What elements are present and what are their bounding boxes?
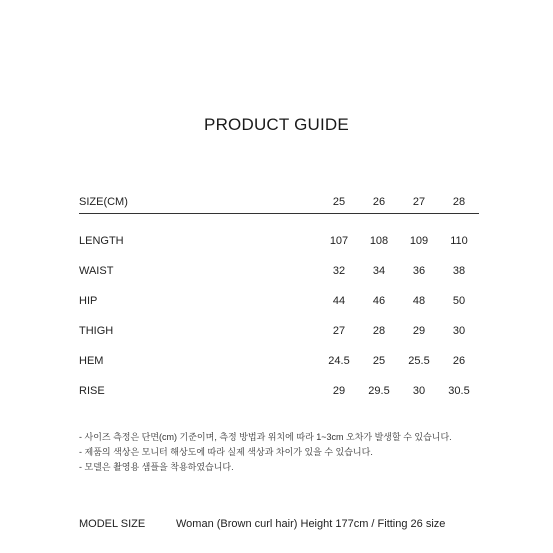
cell-value: 110 xyxy=(450,235,468,247)
cell-value: 107 xyxy=(329,235,349,247)
cell-value: 32 xyxy=(332,265,346,277)
model-size-label: MODEL SIZE xyxy=(79,518,146,530)
cell-value: 38 xyxy=(452,265,466,277)
cell-value: 28 xyxy=(372,325,386,337)
row-label: HEM xyxy=(79,355,104,367)
cell-value: 24.5 xyxy=(328,355,350,367)
size-header-25: 25 xyxy=(319,193,359,213)
size-header-26: 26 xyxy=(359,193,399,213)
table-row xyxy=(79,226,479,256)
model-size-value: Woman (Brown curl hair) Height 177cm / Fitting 26 size xyxy=(176,518,446,530)
size-header-label: SIZE(CM) xyxy=(79,193,319,213)
cell-value: 30 xyxy=(452,325,466,337)
row-label: WAIST xyxy=(79,265,114,277)
cell-value: 25 xyxy=(372,355,386,367)
cell-value: 26 xyxy=(452,355,466,367)
size-table xyxy=(79,193,479,406)
table-row xyxy=(79,346,479,376)
cell-value: 29.5 xyxy=(368,385,390,397)
cell-value: 50 xyxy=(452,295,466,307)
row-label: RISE xyxy=(79,385,105,397)
size-header-27: 27 xyxy=(399,193,439,213)
cell-value: 36 xyxy=(412,265,426,277)
note-color: - 제품의 색상은 모니터 해상도에 따라 실제 색상과 차이가 있을 수 있습니다. xyxy=(79,447,373,457)
table-row xyxy=(79,376,479,406)
note-measurement: - 사이즈 측정은 단면(cm) 기준이며, 측정 방법과 위치에 따라 1~3cm 오차가 발생할 수 있습니다. xyxy=(79,432,452,442)
cell-value: 109 xyxy=(409,235,429,247)
cell-value: 46 xyxy=(372,295,386,307)
cell-value: 34 xyxy=(372,265,386,277)
table-row xyxy=(79,286,479,316)
note-sample: - 모델은 촬영용 샘플을 착용하였습니다. xyxy=(79,462,234,472)
cell-value: 30 xyxy=(412,385,426,397)
table-row xyxy=(79,316,479,346)
cell-value: 25.5 xyxy=(408,355,430,367)
row-label: LENGTH xyxy=(79,235,124,247)
cell-value: 29 xyxy=(412,325,426,337)
model-size-info xyxy=(79,518,445,530)
table-header-row xyxy=(79,193,479,213)
row-label: HIP xyxy=(79,295,98,307)
cell-value: 27 xyxy=(332,325,346,337)
size-header-28: 28 xyxy=(439,193,479,213)
row-label: THIGH xyxy=(79,325,114,337)
page-title: PRODUCT GUIDE xyxy=(204,115,349,134)
cell-value: 44 xyxy=(332,295,346,307)
cell-value: 48 xyxy=(412,295,426,307)
cell-value: 30.5 xyxy=(448,385,470,397)
cell-value: 29 xyxy=(332,385,346,397)
table-row xyxy=(79,256,479,286)
notes-list xyxy=(79,430,452,475)
cell-value: 108 xyxy=(369,235,389,247)
